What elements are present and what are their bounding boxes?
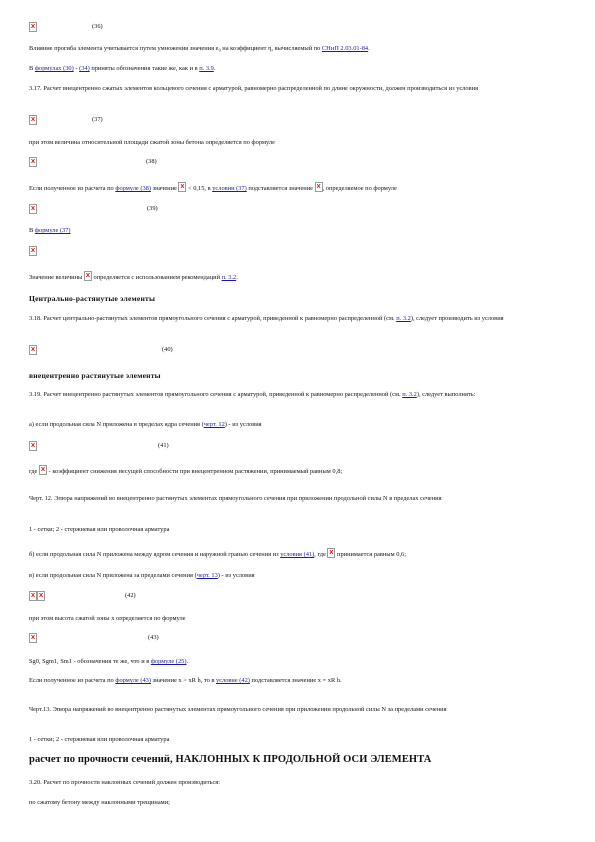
paragraph: Если полученное из расчета по формуле (43) значение x > xR h, то в условие (42) подставляется значение x = xR h.	[29, 677, 342, 684]
equation-42	[29, 591, 136, 605]
equation-number: (42)	[125, 592, 136, 599]
equation-41	[29, 441, 169, 455]
link-fig-12[interactable]: черт. 12	[203, 421, 225, 428]
link-condition-42[interactable]: условие (42)	[216, 677, 250, 684]
equation-number: (41)	[158, 442, 169, 449]
paragraph: где - коэффициент снижения несущей способности при внецентренном растяжении, принимаемый равным 0,8;	[29, 465, 569, 476]
equation-number: (38)	[146, 158, 157, 165]
paragraph: при этом величина относительной площади сжатой зоны бетона определяется по формуле	[29, 139, 275, 146]
link-condition-37[interactable]: условии (37)	[212, 185, 247, 192]
link-p-3-2[interactable]: п. 3.2	[221, 274, 237, 281]
paragraph: б) если продольная сила N приложена между ядром сечения и наружной гранью сечения из условия (41), где принимается равным 0,6;	[29, 548, 569, 559]
link-fig-13[interactable]: черт. 13	[196, 572, 218, 579]
paragraph: в) если продольная сила N приложена за пределами сечения (черт. 13) - из условия	[29, 572, 255, 579]
paragraph: Влияние прогиба элемента учитывается путем умножения значения e₀ на коэффициент η, вычисляемый по СНиП 2.03.01-84.	[29, 45, 370, 52]
broken-image-icon	[327, 548, 335, 558]
figure-caption: Черт. 12. Эпюра напряжений во внецентренно растянутых элементах прямоугольного сечения при приложении продольной силы N в пределах сечения	[29, 495, 442, 502]
paragraph: 3.20. Расчет по прочности наклонных сечений должен производиться:	[29, 779, 220, 786]
broken-image-icon	[29, 591, 37, 601]
broken-image-icon	[29, 115, 37, 125]
section-heading: Центрально-растянутые элементы	[29, 294, 156, 303]
equation-38	[29, 157, 157, 171]
section-heading: внецентренно растянутые элементы	[29, 371, 161, 380]
figure-caption: Черт.13. Эпюра напряжений во внецентренно растянутых элементах прямоугольного сечения при приложении продольной силы N за пределами сечения	[29, 706, 447, 713]
link-p-3-9[interactable]: п. 3.9	[199, 65, 214, 72]
broken-image-icon	[315, 182, 323, 192]
broken-image-icon	[29, 441, 37, 451]
equation-40	[29, 345, 173, 359]
paragraph: Значение величины определяется с использованием рекомендаций п. 3.2.	[29, 271, 569, 282]
equation-number: (43)	[148, 634, 159, 641]
section-heading: расчет по прочности сечений, НАКЛОННЫХ К ПРОДОЛЬНОЙ ОСИ ЭЛЕМЕНТА	[29, 754, 432, 765]
broken-image-icon	[39, 465, 47, 475]
link-formula-43[interactable]: формуле (43)	[115, 677, 151, 684]
figure-legend: 1 - сетки; 2 - стержневая или проволочная арматура	[29, 526, 170, 533]
broken-image-icon	[29, 22, 37, 32]
broken-image-icon	[178, 182, 186, 192]
broken-image-icon	[37, 591, 45, 601]
broken-image-icon	[29, 246, 37, 256]
paragraph: 3.19. Расчет внецентренно растянутых элементов прямоугольного сечения с арматурой, приведенной к равномерно распределенной (см. п. 3.2), следует выполнять:	[29, 391, 476, 398]
link-formula-37[interactable]: формуле (37)	[34, 227, 71, 234]
link-formula-38[interactable]: формуле (38)	[115, 185, 151, 192]
equation-36	[29, 22, 103, 36]
paragraph: В формулах (30) - (34) приняты обозначения такие же, как и в п. 3.9.	[29, 65, 216, 72]
equation-43	[29, 633, 159, 647]
broken-image-icon	[29, 633, 37, 643]
paragraph: при этом высота сжатой зоны x определяется по формуле	[29, 615, 186, 622]
paragraph: а) если продольная сила N приложена в пределах ядра сечения (черт. 12) - из условия	[29, 421, 262, 428]
paragraph: по сжатому бетону между наклонными трещинами;	[29, 799, 170, 806]
equation-number: (37)	[92, 116, 103, 123]
link-formula-25[interactable]: формуле (25)	[150, 658, 187, 665]
figure-legend: 1 - сетки; 2 - стержневая или проволочная арматура	[29, 736, 170, 743]
broken-image-icon	[29, 157, 37, 167]
paragraph: В формуле (37)	[29, 227, 71, 234]
link-formula-30[interactable]: формулах (30)	[34, 65, 74, 72]
paragraph: 3.17. Расчет внецентренно сжатых элементов кольцевого сечения с арматурой, равномерно распределенной по длине окружности, должен производиться из условия	[29, 85, 479, 92]
link-p-3-2[interactable]: п. 3.2	[402, 391, 417, 398]
link-snip[interactable]: СНиП 2.03.01-84	[321, 45, 369, 52]
equation-39	[29, 204, 158, 218]
equation-image	[29, 246, 37, 260]
equation-number: (40)	[162, 346, 173, 353]
paragraph: Sg0, Sgm1, Sm1 - обозначения те же, что и в формуле (25).	[29, 658, 189, 665]
broken-image-icon	[29, 345, 37, 355]
paragraph: Если полученное из расчета по формуле (38) значение < 0,15, в условии (37) подставляется значение , определяемое по формуле	[29, 182, 569, 193]
link-p-3-2[interactable]: п. 3.2	[396, 315, 411, 322]
link-condition-41[interactable]: условия (41)	[280, 551, 315, 558]
equation-number: (39)	[147, 205, 158, 212]
paragraph: 3.18. Расчет центрально-растянутых элементов прямоугольного сечения с арматурой, приведенной к равномерно распределенной (см. п. 3.2), следует производить из условия	[29, 315, 504, 322]
equation-37	[29, 115, 103, 129]
equation-number: (36)	[92, 23, 103, 30]
broken-image-icon	[29, 204, 37, 214]
broken-image-icon	[84, 271, 92, 281]
link-formula-34[interactable]: (34)	[79, 65, 90, 72]
